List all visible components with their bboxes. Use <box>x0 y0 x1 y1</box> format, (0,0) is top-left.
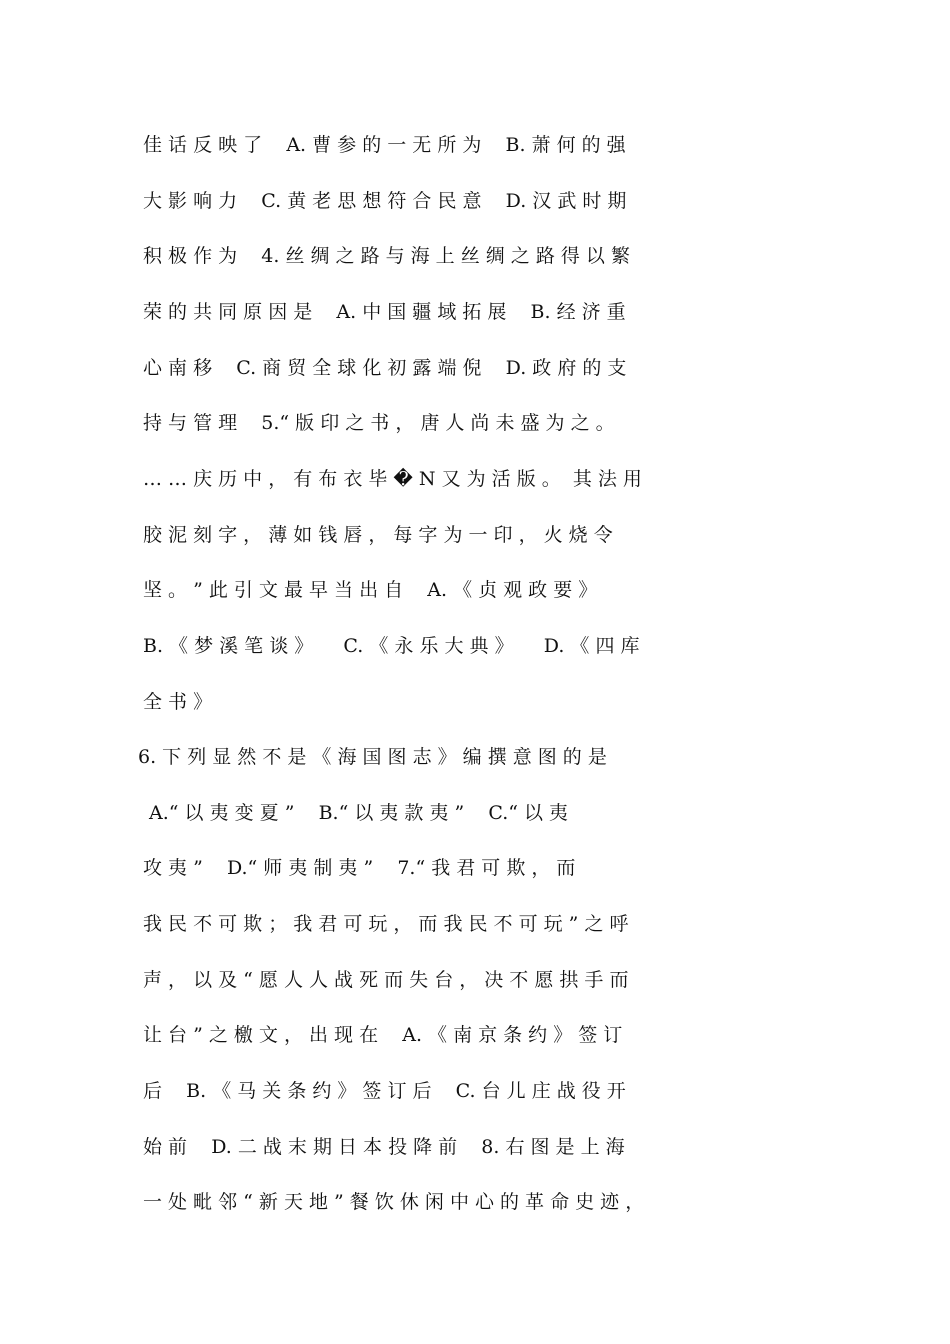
text-line: 一 处 毗 邻 “ 新 天 地 ” 餐 饮 休 闲 中 心 的 革 命 史 迹 ， <box>143 1191 645 1213</box>
text-line: … … 庆 历 中 ， 有 布 衣 毕 � N 又 为 活 版 。 其 法 用 <box>143 468 642 490</box>
text-line: 全 书 》 <box>143 691 213 713</box>
question-6-line: 6. 下 列 显 然 不 是 《 海 国 图 志 》 编 撰 意 图 的 是 <box>138 746 607 768</box>
text-line: B. 《 梦 溪 笔 谈 》 C. 《 永 乐 大 典 》 D. 《 四 库 <box>143 635 640 657</box>
text-line: 始 前 D. 二 战 末 期 日 本 投 降 前 8. 右 图 是 上 海 <box>143 1136 625 1158</box>
text-line: 积 极 作 为 4. 丝 绸 之 路 与 海 上 丝 绸 之 路 得 以 繁 <box>143 245 630 267</box>
text-line: 后 B. 《 马 关 条 约 》 签 订 后 C. 台 儿 庄 战 役 开 <box>143 1080 626 1102</box>
text-line: A.“ 以 夷 变 夏 ” B.“ 以 夷 款 夷 ” C.“ 以 夷 <box>143 802 569 824</box>
text-line: 荣 的 共 同 原 因 是 A. 中 国 疆 域 拓 展 B. 经 济 重 <box>143 301 626 323</box>
text-line: 我 民 不 可 欺 ； 我 君 可 玩 ， 而 我 民 不 可 玩 ” 之 呼 <box>143 913 629 935</box>
text-line: 大 影 响 力 C. 黄 老 思 想 符 合 民 意 D. 汉 武 时 期 <box>143 190 627 212</box>
text-line: 声 ， 以 及 “ 愿 人 人 战 死 而 失 台 ， 决 不 愿 拱 手 而 <box>143 969 629 991</box>
text-line: 心 南 移 C. 商 贸 全 球 化 初 露 端 倪 D. 政 府 的 支 <box>143 357 627 379</box>
text-line: 攻 夷 ” D.“ 师 夷 制 夷 ” 7.“ 我 君 可 欺 ， 而 <box>143 857 576 879</box>
text-line: 佳 话 反 映 了 A. 曹 参 的 一 无 所 为 B. 萧 何 的 强 <box>143 134 626 156</box>
text-line: 胶 泥 刻 字 ， 薄 如 钱 唇 ， 每 字 为 一 印 ， 火 烧 令 <box>143 524 613 546</box>
text-line: 持 与 管 理 5.“ 版 印 之 书 ， 唐 人 尚 未 盛 为 之 。 <box>143 412 615 434</box>
text-line: 让 台 ” 之 檄 文 ， 出 现 在 A. 《 南 京 条 约 》 签 订 <box>143 1024 623 1046</box>
text-line: 坚 。 ” 此 引 文 最 早 当 出 自 A. 《 贞 观 政 要 》 <box>143 579 598 601</box>
